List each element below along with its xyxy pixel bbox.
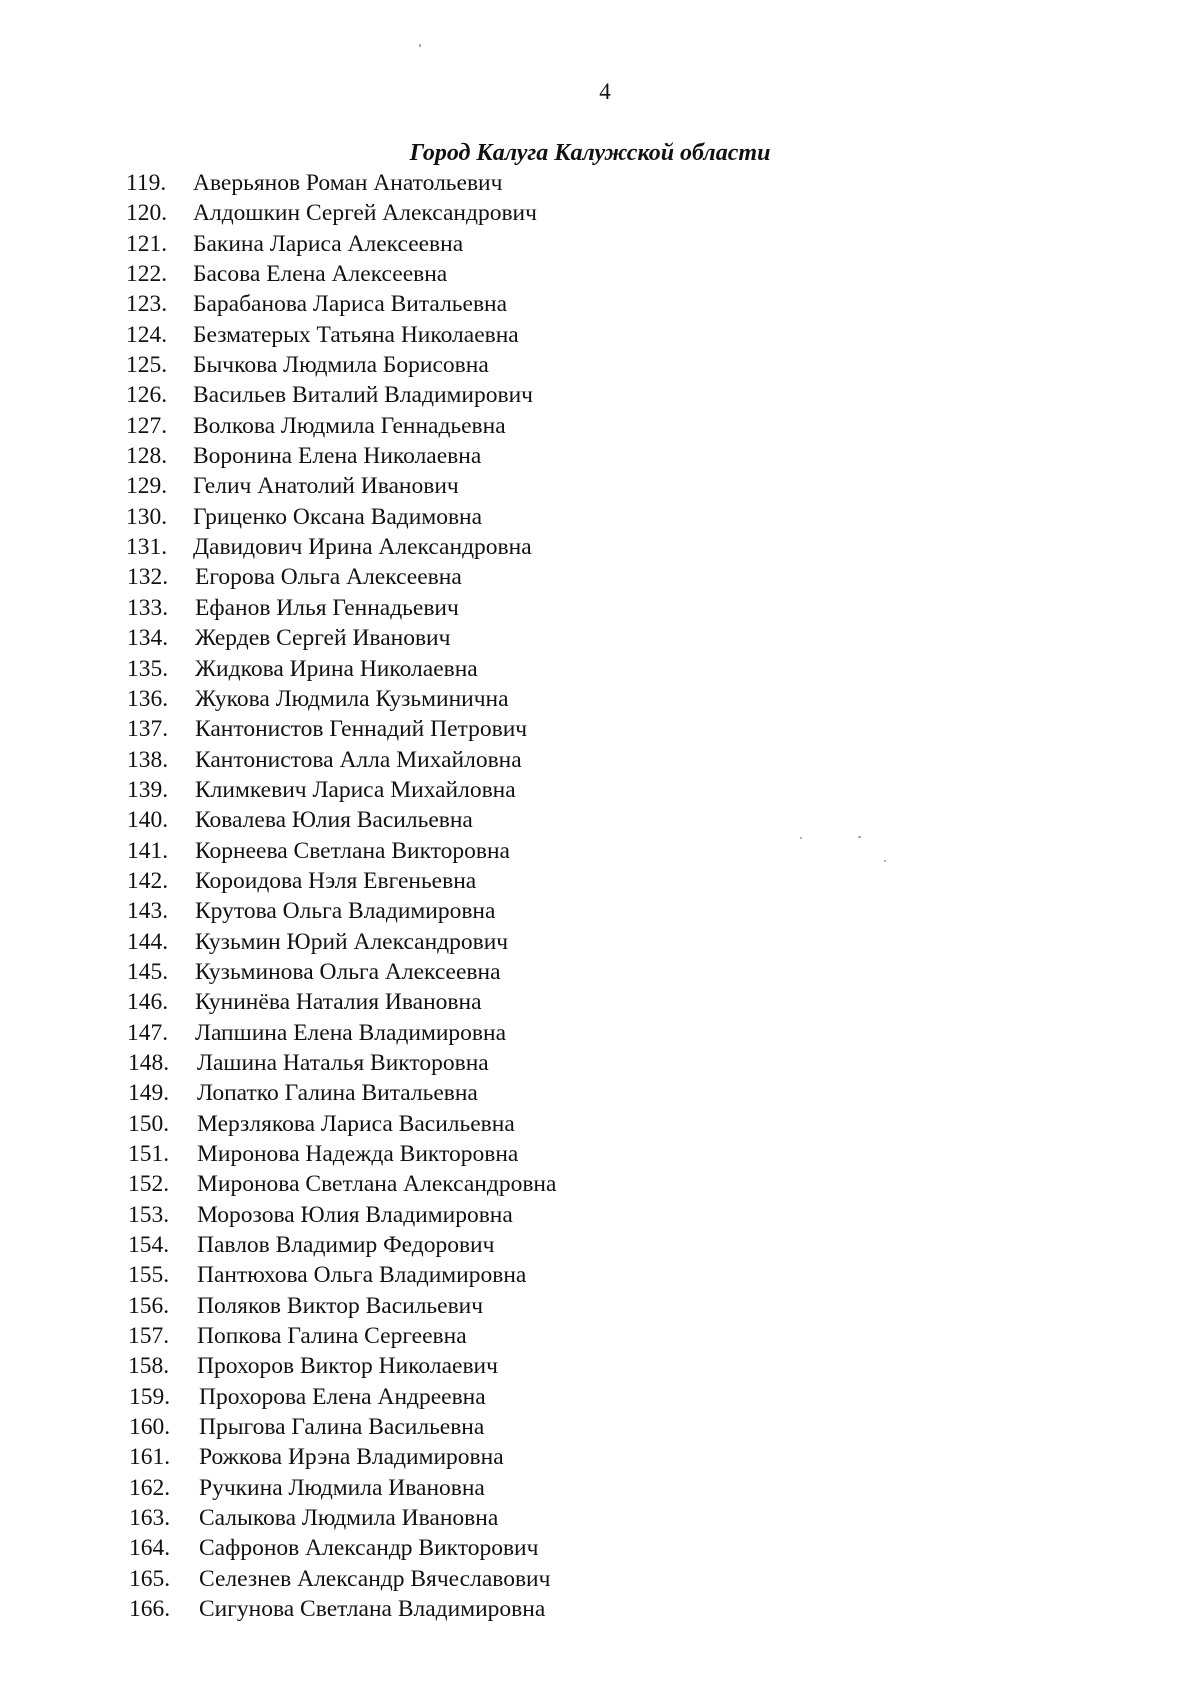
- list-item-number: 123.: [126, 291, 168, 318]
- list-item: [0, 350, 1200, 380]
- list-item: [0, 471, 1200, 501]
- list-item: [0, 1321, 1200, 1351]
- page-number: 4: [599, 79, 611, 104]
- list-item-name: Егорова Ольга Алексеевна: [195, 564, 462, 591]
- list-item-number: 142.: [127, 867, 169, 894]
- list-item: [0, 1412, 1200, 1442]
- list-item-number: 158.: [128, 1353, 170, 1380]
- list-item: [0, 1230, 1200, 1260]
- list-item-number: 127.: [126, 412, 168, 439]
- list-item-number: 149.: [128, 1080, 170, 1107]
- list-item-name: Кузьмин Юрий Александрович: [195, 928, 509, 955]
- list-item-number: 166.: [129, 1596, 171, 1623]
- list-item: [0, 1139, 1200, 1169]
- list-item-number: 139.: [127, 776, 169, 803]
- list-item-number: 132.: [127, 564, 169, 591]
- list-item-name: Басова Елена Алексеевна: [193, 261, 448, 288]
- list-item-name: Алдошкин Сергей Александрович: [193, 200, 537, 227]
- list-item-name: Кунинёва Наталия Ивановна: [195, 989, 482, 1016]
- list-item-name: Лопатко Галина Витальевна: [197, 1080, 478, 1107]
- list-item-number: 130.: [126, 503, 168, 530]
- list-item-number: 159.: [129, 1383, 171, 1410]
- list-item: [0, 198, 1200, 228]
- list-item: [0, 1291, 1200, 1321]
- list-item: [0, 1442, 1200, 1472]
- list-item-number: 155.: [128, 1262, 170, 1289]
- list-item-number: 144.: [127, 928, 169, 955]
- list-item-number: 120.: [126, 200, 168, 227]
- list-item-name: Давидович Ирина Александровна: [193, 534, 532, 561]
- list-item-number: 136.: [127, 685, 169, 712]
- list-item: [0, 957, 1200, 987]
- list-item: [0, 1533, 1200, 1563]
- list-item-name: Сигунова Светлана Владимировна: [199, 1596, 546, 1623]
- list-item: [0, 1048, 1200, 1078]
- list-item-number: 138.: [127, 746, 169, 773]
- list-item-name: Жердев Сергей Иванович: [195, 625, 451, 652]
- list-item-number: 140.: [127, 807, 169, 834]
- list-item-name: Прыгова Галина Васильевна: [199, 1414, 485, 1441]
- list-item: [0, 1594, 1200, 1624]
- list-item-name: Ковалева Юлия Васильевна: [195, 807, 473, 834]
- list-item: [0, 168, 1200, 198]
- list-item-number: 131.: [126, 534, 168, 561]
- list-item-number: 157.: [128, 1323, 170, 1350]
- list-item-number: 126.: [126, 382, 168, 409]
- list-item-number: 125.: [126, 352, 168, 379]
- list-item: [0, 745, 1200, 775]
- list-item-number: 165.: [129, 1565, 171, 1592]
- list-item: [0, 320, 1200, 350]
- list-item: [0, 1503, 1200, 1533]
- list-item: [0, 411, 1200, 441]
- list-item-number: 124.: [126, 321, 168, 348]
- list-item-name: Лашина Наталья Викторовна: [197, 1049, 489, 1076]
- list-item-name: Ефанов Илья Геннадьевич: [195, 594, 459, 621]
- list-item-name: Бычкова Людмила Борисовна: [193, 352, 489, 379]
- list-item: [0, 927, 1200, 957]
- list-item-name: Короидова Нэля Евгеньевна: [195, 867, 477, 894]
- list-item: [0, 289, 1200, 319]
- list-item-number: 141.: [127, 837, 169, 864]
- list-item-name: Миронова Надежда Викторовна: [197, 1141, 519, 1167]
- list-item: [0, 987, 1200, 1017]
- section-title: Город Калуга Калужской области: [409, 140, 771, 166]
- list-item-name: Кантонистов Геннадий Петрович: [195, 716, 528, 743]
- list-item-name: Климкевич Лариса Михайловна: [195, 776, 516, 803]
- list-item-number: 129.: [126, 473, 168, 500]
- list-item-name: Корнеева Светлана Викторовна: [195, 837, 510, 864]
- list-item-name: Павлов Владимир Федорович: [197, 1232, 495, 1259]
- list-item: [0, 380, 1200, 410]
- list-item-number: 148.: [128, 1049, 170, 1076]
- list-item: [0, 1109, 1200, 1139]
- list-item: [0, 229, 1200, 259]
- list-item: [0, 1200, 1200, 1230]
- list-item-number: 161.: [129, 1444, 171, 1471]
- list-item-name: Поляков Виктор Васильевич: [197, 1292, 484, 1319]
- list-item-name: Салыкова Людмила Ивановна: [199, 1505, 499, 1532]
- list-item-name: Воронина Елена Николаевна: [193, 443, 482, 470]
- list-item-name: Пантюхова Ольга Владимировна: [197, 1262, 527, 1289]
- list-item: [0, 1018, 1200, 1048]
- list-item-name: Гриценко Оксана Вадимовна: [193, 503, 483, 530]
- list-item-name: Мерзлякова Лариса Васильевна: [197, 1110, 515, 1137]
- list-item-number: 145.: [127, 958, 169, 985]
- list-item-number: 154.: [128, 1232, 170, 1259]
- name-list: [0, 168, 1200, 1625]
- list-item-name: Волкова Людмила Геннадьевна: [193, 412, 506, 439]
- list-item-name: Барабанова Лариса Витальевна: [193, 291, 508, 318]
- list-item: [0, 562, 1200, 592]
- list-item: [0, 593, 1200, 623]
- list-item: [0, 1564, 1200, 1594]
- list-item-name: Ручкина Людмила Ивановна: [199, 1474, 485, 1501]
- list-item-number: 122.: [126, 261, 168, 288]
- list-item: [0, 1169, 1200, 1199]
- list-item-name: Лапшина Елена Владимировна: [195, 1019, 506, 1046]
- list-item: [0, 836, 1200, 866]
- list-item-name: Морозова Юлия Владимировна: [197, 1201, 513, 1228]
- list-item-name: Жидкова Ирина Николаевна: [195, 655, 478, 682]
- list-item-name: Кантонистова Алла Михайловна: [195, 746, 522, 773]
- list-item-name: Сафронов Александр Викторович: [199, 1535, 539, 1562]
- list-item-number: 147.: [127, 1019, 169, 1046]
- list-item-number: 162.: [129, 1474, 171, 1501]
- list-item: [0, 805, 1200, 835]
- list-item-number: 134.: [127, 625, 169, 652]
- list-item: [0, 1351, 1200, 1381]
- list-item-name: Попкова Галина Сергеевна: [197, 1323, 467, 1350]
- list-item-number: 128.: [126, 443, 168, 470]
- list-item-number: 133.: [127, 594, 169, 621]
- list-item-name: Васильев Виталий Владимирович: [193, 382, 533, 409]
- list-item-name: Прохорова Елена Андреевна: [199, 1383, 486, 1410]
- list-item-name: Жукова Людмила Кузьминична: [195, 685, 509, 712]
- list-item-number: 164.: [129, 1535, 171, 1562]
- list-item: [0, 1382, 1200, 1412]
- scan-speck: [419, 44, 421, 47]
- list-item: [0, 775, 1200, 805]
- list-item-name: Кузьминова Ольга Алексеевна: [195, 958, 501, 985]
- list-item-number: 156.: [128, 1292, 170, 1319]
- list-item-number: 163.: [129, 1505, 171, 1532]
- list-item-number: 150.: [128, 1110, 170, 1137]
- list-item-name: Миронова Светлана Александровна: [197, 1171, 557, 1198]
- list-item-name: Бакина Лариса Алексеевна: [193, 230, 464, 257]
- list-item-name: Крутова Ольга Владимировна: [195, 898, 496, 925]
- list-item: [0, 896, 1200, 926]
- list-item-number: 152.: [128, 1171, 170, 1198]
- list-item-name: Безматерых Татьяна Николаевна: [193, 321, 519, 348]
- list-item-name: Гелич Анатолий Иванович: [193, 473, 459, 500]
- list-item: [0, 1078, 1200, 1108]
- list-item-number: 146.: [127, 989, 169, 1016]
- list-item-number: 143.: [127, 898, 169, 925]
- list-item: [0, 654, 1200, 684]
- list-item-number: 151.: [128, 1141, 170, 1167]
- list-item: [0, 502, 1200, 532]
- list-item-number: 121.: [126, 230, 168, 257]
- list-item: [0, 1260, 1200, 1290]
- list-item-number: 135.: [127, 655, 169, 682]
- list-item: [0, 441, 1200, 471]
- list-item-number: 160.: [129, 1414, 171, 1441]
- list-item: [0, 866, 1200, 896]
- list-item-name: Аверьянов Роман Анатольевич: [193, 170, 503, 196]
- list-item: [0, 259, 1200, 289]
- list-item-name: Прохоров Виктор Николаевич: [197, 1353, 498, 1380]
- list-item: [0, 714, 1200, 744]
- list-item-number: 153.: [128, 1201, 170, 1228]
- list-item-number: 137.: [127, 716, 169, 743]
- list-item: [0, 532, 1200, 562]
- list-item-number: 119.: [126, 170, 167, 196]
- list-item-name: Селезнев Александр Вячеславович: [199, 1565, 551, 1592]
- list-item: [0, 1473, 1200, 1503]
- list-item-name: Рожкова Ирэна Владимировна: [199, 1444, 504, 1471]
- list-item: [0, 684, 1200, 714]
- list-item: [0, 623, 1200, 653]
